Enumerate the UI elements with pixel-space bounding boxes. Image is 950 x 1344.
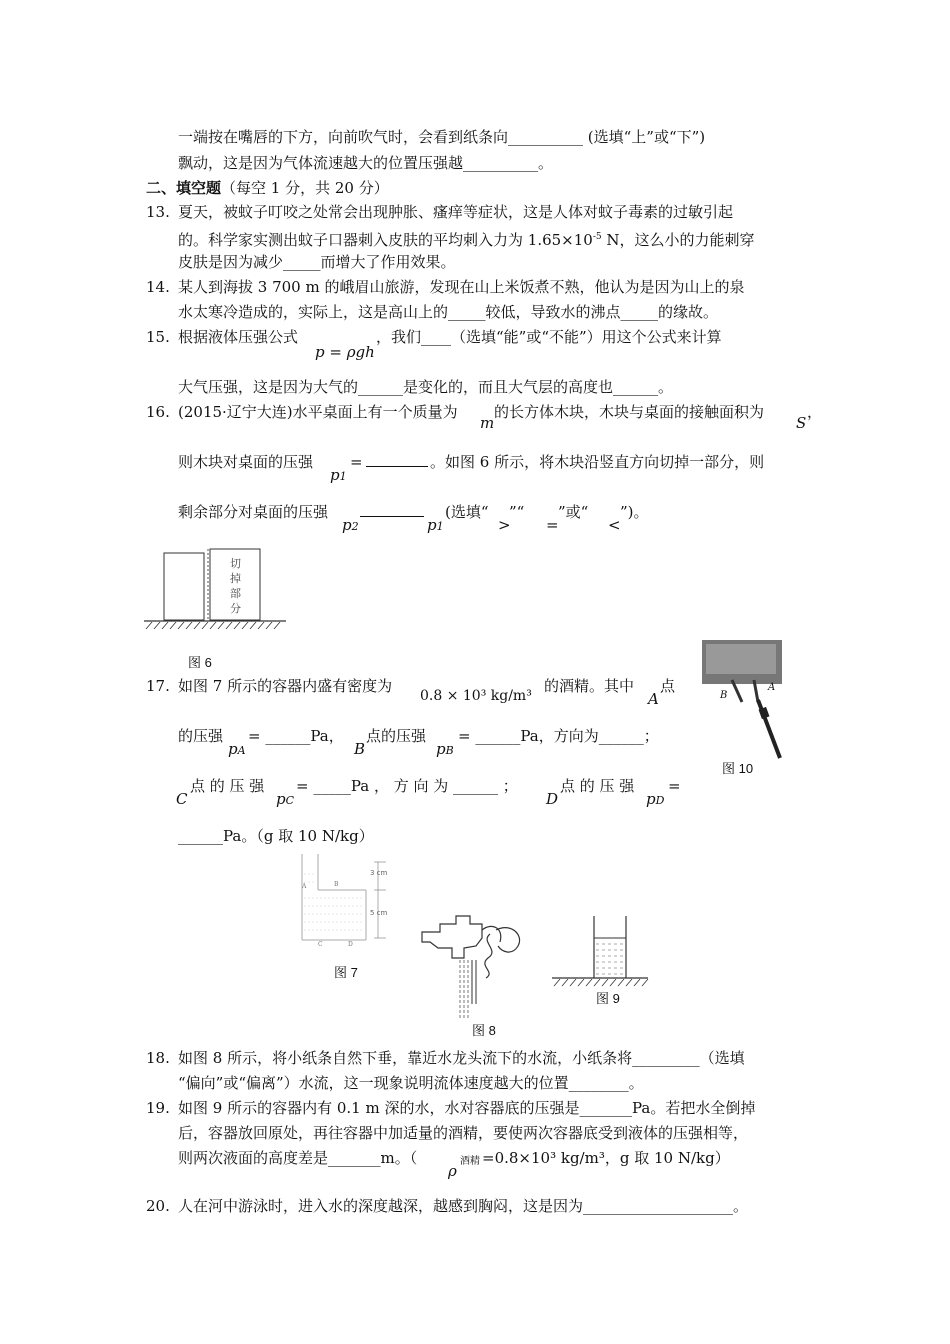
p-subscript: 2 (351, 520, 359, 533)
svg-text:D: D (348, 941, 353, 948)
question-number: 14. (146, 278, 170, 296)
text-segment: 点 的 压 强 (560, 777, 635, 795)
p-subscript: C (285, 794, 295, 807)
question-number: 17. (146, 677, 170, 695)
text-line: 后，容器放回原处，再往容器中加适量的酒精，要使两次容器底受到液体的压强相等， (178, 1124, 749, 1142)
question-number: 13. (146, 203, 170, 221)
figure-8 (420, 912, 530, 1022)
text-segment: 点 (660, 677, 676, 695)
figure-caption: 图 9 (596, 991, 620, 1006)
math-pD (646, 790, 664, 808)
answer-blank[interactable] (366, 466, 428, 467)
point-C: C (176, 790, 188, 808)
water-stream (460, 960, 468, 1020)
density-value: 0.8 × 10³ kg/m³ (420, 688, 532, 704)
text-segment: 的压强 (178, 727, 224, 745)
answer-blank[interactable] (360, 516, 424, 517)
symbol-gt: > (498, 516, 511, 534)
text-segment: 点 的 压 强 (190, 777, 265, 795)
text-segment: 的酒精。其中 (544, 677, 635, 695)
text-segment: 则两次液面的高度差是_______m。（ (178, 1149, 418, 1167)
p-symbol: p (228, 740, 238, 758)
rho-subscript: 酒精 (460, 1156, 480, 1167)
question-number: 20. (146, 1197, 170, 1215)
p-subscript: A (237, 744, 246, 757)
math-pA (228, 740, 246, 758)
text-segment: =0.8×10³ kg/m³，g 取 10 N/kg） (482, 1149, 730, 1167)
text-segment: = (350, 453, 363, 471)
text-line: 一端按在嘴唇的下方，向前吹气时，会看到纸条向__________ (选填“上”或“下”) (178, 128, 706, 146)
text-segment: 剩余部分对桌面的压强 (178, 503, 329, 521)
symbol-eq: = (546, 516, 559, 534)
text-segment: = (668, 777, 681, 795)
section-title: 二、填空题 (146, 179, 222, 197)
question-number: 15. (146, 328, 170, 346)
text-line: 飘动，这是因为气体流速越大的位置压强越__________。 (178, 154, 554, 172)
text-segment: ”或“ (558, 503, 589, 521)
svg-text:A: A (302, 883, 307, 890)
figure-6 (142, 545, 292, 635)
figure-caption: 图 8 (472, 1023, 496, 1038)
dimension-3cm: 3 cm (370, 869, 388, 877)
p-symbol: p (646, 790, 656, 808)
point-D: D (546, 790, 559, 808)
section-note: （每空 1 分，共 20 分） (221, 179, 389, 197)
figure-caption: 图 6 (188, 655, 212, 670)
text-segment: N，这么小的力能刺穿 (601, 231, 755, 249)
symbol-lt: < (608, 516, 621, 534)
text-line: 大气压强，这是因为大气的______是变化的，而且大气层的高度也______。 (178, 378, 674, 396)
text-segment: (选填“ (445, 503, 489, 521)
figure-caption: 图 10 (722, 761, 754, 776)
math-p1 (330, 466, 347, 484)
figure-caption: 图 7 (334, 965, 358, 980)
text-line (178, 227, 755, 250)
text-segment: (2015·辽宁大连)水平桌面上有一个质量为 (178, 403, 458, 421)
figure-7 (296, 852, 406, 948)
text-line: 如图 9 所示的容器内有 0.1 m 深的水，水对容器底的压强是_______Pa。若把水全倒掉 (178, 1099, 756, 1117)
p-symbol: p (342, 516, 352, 534)
p-subscript: 1 (436, 520, 444, 533)
figure-9 (550, 912, 650, 992)
text-segment: ”“ (509, 503, 525, 521)
svg-text:B: B (334, 881, 339, 888)
math-p2 (342, 516, 359, 534)
exponent: -5 (592, 232, 602, 242)
text-segment: 点的压强 (366, 727, 427, 745)
text-line: 夏天，被蚊子叮咬之处常会出现肿胀、瘙痒等症状，这是人体对蚊子毒素的过敏引起 (178, 203, 734, 221)
question-number: 18. (146, 1049, 170, 1067)
text-segment: 则木块对桌面的压强 (178, 453, 314, 471)
text-segment: 的长方体木块，木块与桌面的接触面积为 (494, 403, 765, 421)
p-symbol: p (436, 740, 446, 758)
text-line: “偏向”或“偏离”）水流，这一现象说明流体速度越大的位置________。 (178, 1074, 644, 1092)
math-m: m (480, 414, 495, 432)
block-remaining (164, 553, 204, 620)
point-B: B (354, 740, 366, 758)
formula: p = ρgh (315, 343, 375, 361)
p-symbol: p (427, 516, 437, 534)
question-number: 19. (146, 1099, 170, 1117)
bag-highlight (706, 644, 776, 674)
math-S: S (796, 414, 807, 432)
text-segment: = _____Pa ， 方 向 为 ______ ； (296, 777, 518, 795)
svg-text:C: C (318, 941, 323, 948)
p-subscript: 1 (339, 470, 347, 483)
text-segment: = ______Pa，方向为______； (458, 727, 659, 745)
cut-label: 切掉部分 (230, 557, 241, 615)
figure-10 (702, 640, 792, 760)
point-A: A (648, 690, 659, 708)
text-segment: 如图 7 所示的容器内盛有密度为 (178, 677, 393, 695)
text-line: 皮肤是因为减少_____而增大了作用效果。 (178, 253, 456, 271)
faucet-body (422, 916, 482, 958)
rho-symbol: ρ (448, 1162, 457, 1180)
text-segment: 。如图 6 所示，将木块沿竖直方向切掉一部分，则 (430, 453, 765, 471)
text-segment: 的。科学家实测出蚊子口器刺入皮肤的平均刺入力为 1.65×10 (178, 231, 593, 249)
text-line: 某人到海拔 3 700 m 的峨眉山旅游，发现在山上米饭煮不熟，他认为是因为山上的泉 (178, 278, 745, 296)
svg-text:A: A (768, 682, 776, 693)
ground-hatch (554, 979, 648, 986)
text-segment: ， (807, 403, 823, 421)
p-symbol: p (276, 790, 286, 808)
p-subscript: B (445, 744, 454, 757)
p-symbol: p (330, 466, 340, 484)
dimension-5cm: 5 cm (370, 909, 388, 917)
section-heading (146, 178, 389, 198)
text-line: 如图 8 所示，将小纸条自然下垂，靠近水龙头流下的水流，小纸条将_________（选填 (178, 1049, 745, 1067)
text-segment: = ______Pa， (248, 727, 344, 745)
math-pB (436, 740, 454, 758)
text-line: 人在河中游泳时，进入水的深度越深，越感到胸闷，这是因为____________________。 (178, 1197, 749, 1215)
p-subscript: D (655, 794, 665, 807)
text-segment: ”)。 (620, 503, 649, 521)
paper-strip (485, 934, 492, 978)
hatch (146, 622, 280, 629)
question-number: 16. (146, 403, 170, 421)
text-line: 水太寒冷造成的，实际上，这是高山上的_____较低，导致水的沸点_____的缘故。 (178, 303, 719, 321)
svg-text:B: B (720, 690, 728, 701)
text-segment: 根据液体压强公式 (178, 328, 299, 346)
text-line: ______Pa。（g 取 10 N/kg） (178, 827, 374, 845)
text-segment: ，我们____（选填“能”或“不能”）用这个公式来计算 (376, 328, 722, 346)
math-p1 (427, 516, 444, 534)
math-pC (276, 790, 294, 808)
